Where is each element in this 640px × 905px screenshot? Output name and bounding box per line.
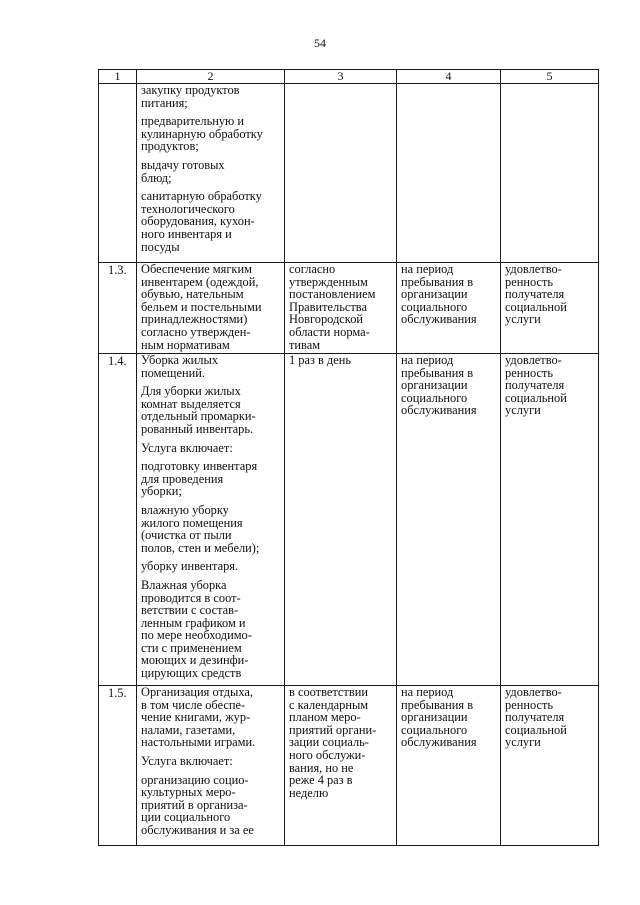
description-paragraph: Уборка жилых помещений. bbox=[141, 353, 219, 380]
column-number-3: 3 bbox=[285, 70, 397, 84]
service-norm: 1 раз в день bbox=[285, 354, 397, 686]
service-norm: в соответствии с календарным планом меро- приятий органи- зации социаль- ного обслужи- вания, но не реже 4 раз в неделю bbox=[285, 686, 397, 846]
description-paragraph: Влажная уборка проводится в соот- ветствии с состав- ленным графиком и по мере необходимо- сти с применением моющих и дезинфи- цирующих средств bbox=[141, 577, 252, 681]
column-number-2: 2 bbox=[137, 70, 285, 84]
service-criteria: удовлетво- ренность получателя социальной услуги bbox=[501, 354, 599, 686]
service-period bbox=[397, 84, 501, 263]
column-number-row bbox=[99, 70, 599, 84]
service-description bbox=[137, 263, 285, 354]
service-criteria bbox=[501, 84, 599, 263]
description-paragraph: Для уборки жилых комнат выделяется отдельный промарки- рованный инвентарь. bbox=[141, 384, 256, 436]
services-table bbox=[98, 69, 599, 846]
service-description bbox=[137, 686, 285, 846]
table-row bbox=[99, 354, 599, 686]
description-paragraph: закупку продуктов питания; bbox=[141, 83, 240, 110]
column-number-5: 5 bbox=[501, 70, 599, 84]
column-number-4: 4 bbox=[397, 70, 501, 84]
description-paragraph: Услуга включает: bbox=[141, 753, 233, 768]
table-row bbox=[99, 263, 599, 354]
service-description bbox=[137, 84, 285, 263]
table-row bbox=[99, 84, 599, 263]
service-norm: согласно утвержденным постановлением Правительства Новгородской области норма- тивам bbox=[285, 263, 397, 354]
page-number: 54 bbox=[314, 36, 326, 50]
service-description bbox=[137, 354, 285, 686]
row-number: 1.5. bbox=[99, 686, 137, 846]
row-number: 1.3. bbox=[99, 263, 137, 354]
service-period: на период пребывания в организации социального обслуживания bbox=[397, 263, 501, 354]
table-row bbox=[99, 686, 599, 846]
description-paragraph: Организация отдыха, в том числе обеспе- чение книгами, жур- налами, газетами, настольными играми. bbox=[141, 685, 256, 750]
service-criteria: удовлетво- ренность получателя социальной услуги bbox=[501, 263, 599, 354]
service-norm bbox=[285, 84, 397, 263]
row-number: 1.4. bbox=[99, 354, 137, 686]
row-number bbox=[99, 84, 137, 263]
description-paragraph: Обеспечение мягким инвентарем (одеждой, обувью, нательным бельем и постельными принадлежностями) согласно утвержден- ным нормативам bbox=[141, 262, 262, 352]
service-criteria: удовлетво- ренность получателя социальной услуги bbox=[501, 686, 599, 846]
description-paragraph: предварительную и кулинарную обработку продуктов; bbox=[141, 114, 263, 154]
description-paragraph: санитарную обработку технологического оборудования, кухон- ного инвентаря и посуды bbox=[141, 189, 262, 254]
column-number-1: 1 bbox=[99, 70, 137, 84]
description-paragraph: организацию социо- культурных меро- приятий в организа- ции социального обслуживания и за ее bbox=[141, 772, 254, 837]
description-paragraph: Услуга включает: bbox=[141, 440, 233, 455]
description-paragraph: уборку инвентаря. bbox=[141, 559, 239, 574]
service-period: на период пребывания в организации социального обслуживания bbox=[397, 354, 501, 686]
description-paragraph: выдачу готовых блюд; bbox=[141, 157, 225, 185]
description-paragraph: подготовку инвентаря для проведения уборки; bbox=[141, 459, 258, 499]
service-period: на период пребывания в организации социального обслуживания bbox=[397, 686, 501, 846]
description-paragraph: влажную уборку жилого помещения (очистка от пыли полов, стен и мебели); bbox=[141, 502, 260, 555]
